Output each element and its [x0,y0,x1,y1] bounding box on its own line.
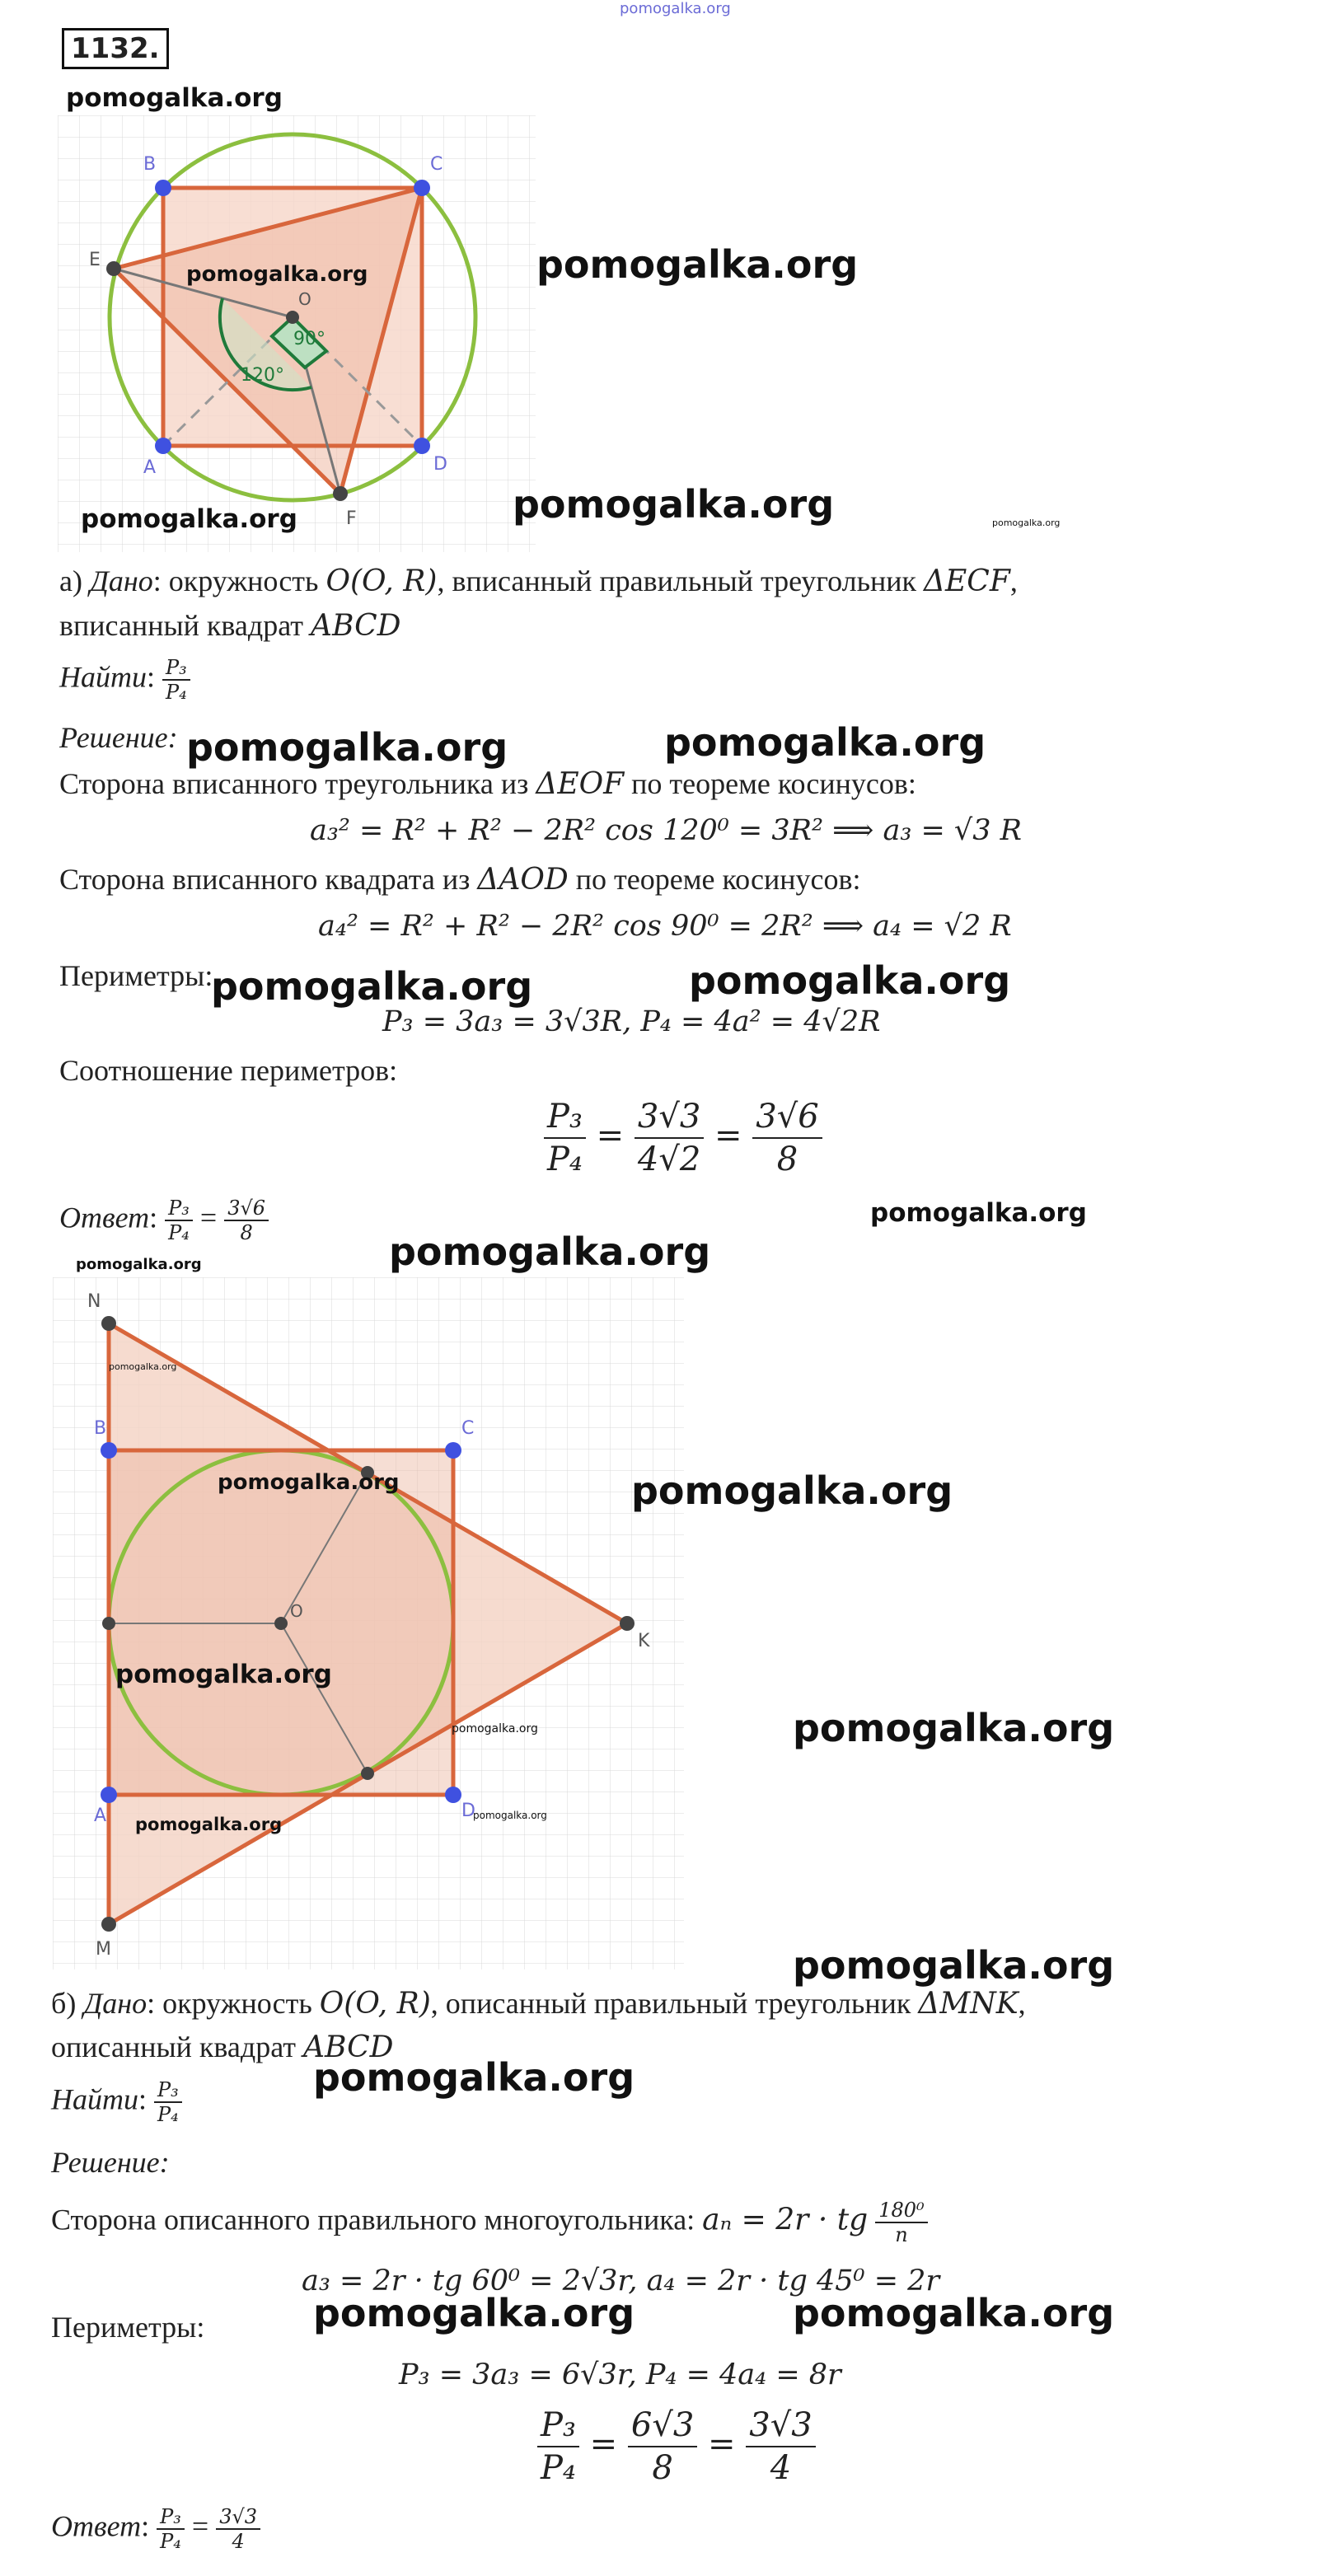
angle-90-label: 90° [293,329,325,349]
part-b-solution: Решение: [51,2146,170,2179]
watermark: pomogalka.org [793,1943,1115,1988]
watermark: pomogalka.org [115,1660,332,1689]
label-O: O [298,289,311,309]
watermark: pomogalka.org [513,482,835,527]
part-a-find: Найти: $\frac{\text{P₃}}{\text{P₄}}$ [59,656,190,704]
vertex-B [155,180,171,196]
label-F: F [346,508,357,529]
label-A: A [143,457,157,478]
watermark: pomogalka.org [109,1361,177,1372]
part-b-find: Найти: $\frac{\text{P₃}}{\text{P₄}}$ [51,2078,182,2126]
part-b-perimeters: Периметры: [51,2311,205,2344]
label-N: N [87,1291,101,1312]
part-a-perimeters: Периметры: [59,959,213,992]
label-B: B [94,1418,107,1439]
part-b-ratio: $\frac{\text{P₃}}{\text{P₄}}$ = $\frac{6√3}{8}$ = $\frac{3√3}{4}$ [537,2405,816,2489]
vertex-C [445,1442,461,1459]
angle-120-label: 120° [241,365,284,386]
watermark: pomogalka.org [313,2055,635,2100]
watermark: pomogalka.org [536,242,859,287]
figure-inscribed [58,115,544,560]
watermark: pomogalka.org [313,2291,635,2335]
watermark: pomogalka.org [793,1706,1115,1750]
watermark: pomogalka.org [135,1815,283,1834]
watermark: pomogalka.org [81,504,297,534]
watermark: pomogalka.org [389,1229,711,1274]
part-a-step2: Сторона вписанного квадрата из ΔAOD по теореме косинусов: [59,863,861,897]
label-D: D [461,1801,475,1821]
vertex-C [414,180,430,196]
watermark: pomogalka.org [186,262,368,287]
tangent-point-3 [361,1767,374,1780]
part-a-given-line1: а) Дано: окружность O(O, R), вписанный правильный треугольник ΔECF, [59,564,1018,598]
watermark: pomogalka.org [452,1722,538,1735]
label-C: C [461,1418,475,1439]
center-O [274,1617,288,1630]
part-a-ratio-label: Соотношение периметров: [59,1054,398,1087]
watermark: pomogalka.org [793,2291,1115,2335]
watermark: pomogalka.org [664,720,986,765]
label-D: D [433,454,447,475]
vertex-F [333,486,348,501]
part-a-given-line2: вписанный квадрат ABCD [59,609,401,643]
tangent-point-1 [102,1617,115,1630]
vertex-B [101,1442,117,1459]
watermark: pomogalka.org [211,964,533,1009]
part-a-eq2: a₄² = R² + R² − 2R² cos 90⁰ = 2R² ⟹ a₄ = √2 R [318,910,1012,943]
vertex-D [414,438,430,454]
vertex-E [106,261,121,276]
watermark: pomogalka.org [992,518,1061,528]
watermark: pomogalka.org [76,1256,202,1273]
figure-circumscribed [53,1277,687,1978]
watermark: pomogalka.org [218,1470,400,1495]
part-b-eq1: a₃ = 2r · tg 60⁰ = 2√3r, a₄ = 2r · tg 45⁰ = 2r [302,2265,940,2297]
label-K: K [638,1631,650,1651]
watermark: pomogalka.org [473,1810,547,1821]
part-a-eq3: P₃ = 3a₃ = 3√3R, P₄ = 4a² = 4√2R [382,1005,881,1038]
center-O [286,311,299,324]
vertex-A [155,438,171,454]
watermark: pomogalka.org [186,725,508,770]
watermark: pomogalka.org [689,958,1011,1003]
part-b-eq2: P₃ = 3a₃ = 6√3r, P₄ = 4a₄ = 8r [399,2358,841,2391]
vertex-D [445,1787,461,1803]
part-b-answer: Ответ: $\frac{\text{P₃}}{\text{P₄}}$ = $\frac{3√3}{4}$ [51,2505,260,2553]
part-a-eq1: a₃² = R² + R² − 2R² cos 120⁰ = 3R² ⟹ a₃ = √3 R [310,814,1022,847]
part-a-answer: Ответ: $\frac{\text{P₃}}{\text{P₄}}$ = $\frac{3√6}{8}$ [59,1197,269,1244]
part-a-solution: Решение: [59,721,178,754]
watermark: pomogalka.org [631,1468,953,1513]
vertex-M [101,1917,116,1932]
label-A: A [94,1806,107,1826]
part-a-step1: Сторона вписанного треугольника из ΔEOF по теореме косинусов: [59,767,916,801]
problem-number: 1132. [62,28,169,69]
vertex-N [101,1316,116,1331]
part-b-step1: Сторона описанного правильного многоугольника: aₙ = 2r · tg $\frac{\text{180⁰}}{n}$ [51,2199,928,2246]
label-C: C [430,154,443,175]
vertex-K [620,1616,635,1631]
vertex-A [101,1787,117,1803]
watermark: pomogalka.org [870,1198,1087,1228]
label-O: O [290,1601,303,1621]
label-E: E [89,250,101,270]
label-B: B [143,154,157,175]
top-watermark: pomogalka.org [620,0,731,17]
watermark: pomogalka.org [66,83,283,113]
label-M: M [96,1939,111,1960]
part-b-given-line2: описанный квадрат ABCD [51,2030,394,2064]
part-a-ratio: $\frac{\text{P₃}}{\text{P₄}}$ = $\frac{3√3}{4√2}$ = $\frac{3√6}{8}$ [544,1096,822,1180]
part-b-given-line1: б) Дано: окружность O(O, R), описанный правильный треугольник ΔMNK, [51,1987,1026,2021]
